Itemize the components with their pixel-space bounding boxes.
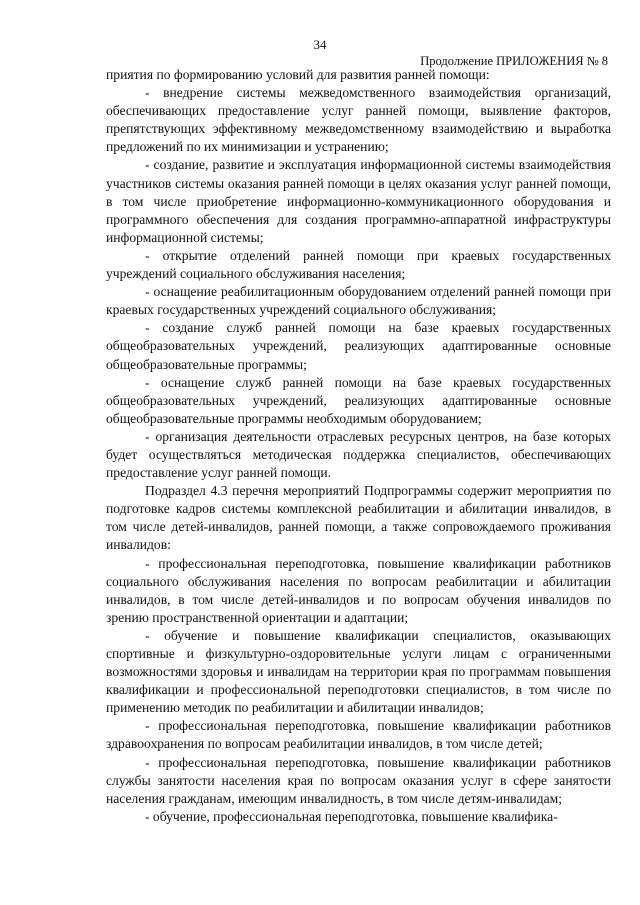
- body-paragraph: - создание, развитие и эксплуатация информационной системы взаимодействия участников системы оказания ранней помощи в целях оказания услуг ранней помощи, в том числе приобретение информационно-коммуникационного оборудования и программного обеспечения для создания программно-аппаратной инфраструктуры информационной системы;: [106, 157, 611, 245]
- body-paragraph: - профессиональная переподготовка, повышение квалификации работников здравоохранения по вопросам реабилитации инвалидов, в том числе детей;: [106, 718, 611, 752]
- body-paragraph: - создание служб ранней помощи на базе краевых государственных общеобразовательных учреждений, реализующих адаптированные основные общеобразовательные программы;: [106, 320, 611, 372]
- body-paragraph: - организация деятельности отраслевых ресурсных центров, на базе которых будет осуществляться методическая поддержка специалистов, обеспечивающих предоставление услуг ранней помощи.: [106, 428, 611, 481]
- body-paragraph: - обучение и повышение квалификации специалистов, оказывающих спортивные и физкультурно-оздоровительные услуги лицам с ограниченными возможностями здоровья и инвалидам на территории края по программам повышения квалификации и профессиональной переподготовки специалистов, в том числе по применению методик по реабилитации и абилитации инвалидов;: [106, 627, 611, 716]
- body-paragraph: - внедрение системы межведомственного взаимодействия организаций, обеспечивающих предоставление услуг ранней помощи, выявление факторов, препятствующих эффективному межведомственному взаимодействию и выработка предложений по их минимизации и устранению;: [106, 85, 611, 155]
- body-paragraph: - профессиональная переподготовка, повышение квалификации работников социального обслуживания населения по вопросам реабилитации и абилитации инвалидов, в том числе детей-инвалидов и по вопросам обучения инвалидов по зрению пространственной ориентации и адаптации;: [106, 555, 611, 625]
- body-paragraph: Подраздел 4.3 перечня мероприятий Подпрограммы содержит мероприятия по подготовке кадров системы комплексной реабилитации и абилитации инвалидов, в том числе детей-инвалидов, ранней помощи, а также сопровождаемого проживания инвалидов:: [106, 483, 611, 553]
- body-paragraph: - оснащение служб ранней помощи на базе краевых государственных общеобразовательных учреждений, реализующих адаптированные основные общеобразовательные программы необходимым оборудованием;: [106, 374, 611, 426]
- body-paragraph: приятия по формированию условий для развития ранней помощи:: [106, 67, 490, 82]
- appendix-continuation-note: Продолжение ПРИЛОЖЕНИЯ № 8: [420, 54, 608, 68]
- body-paragraph: - оснащение реабилитационным оборудованием отделений ранней помощи при краевых государственных учреждений социального обслуживания;: [106, 284, 611, 318]
- document-body: [106, 66, 611, 826]
- body-paragraph: - открытие отделений ранней помощи при краевых государственных учреждений социального обслуживания населения;: [106, 247, 611, 282]
- body-paragraph: - обучение, профессиональная переподготовка, повышение квалифика-: [145, 808, 558, 824]
- body-paragraph: - профессиональная переподготовка, повышение квалификации работников службы занятости населения края по вопросам оказания услуг в сфере занятости населения гражданам, имеющим инвалидность, в том числе детям-инвалидам;: [106, 754, 611, 806]
- page-number: 34: [313, 37, 327, 52]
